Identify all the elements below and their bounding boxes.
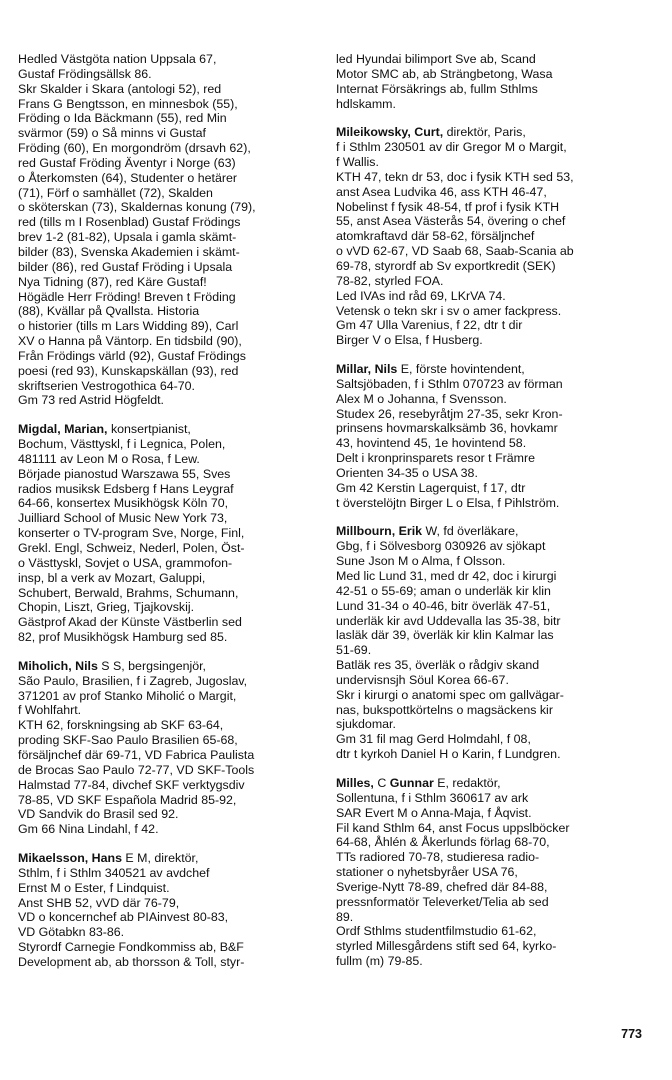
entry-text: Nobelinst f fysik 48-54, tf prof i fysik KTH (336, 199, 560, 214)
entry-text: anst Asea Ludvika 46, ass KTH 46-47, (336, 184, 547, 199)
entry-text: styrled Millesgårdens stift sed 64, kyrko- (336, 939, 557, 954)
text-line (336, 200, 648, 215)
entry-text: Vetensk o tekn skr i sv o amer fackpress. (336, 303, 562, 318)
text-line (18, 186, 318, 201)
text-line (18, 851, 318, 866)
text-line (336, 289, 648, 304)
text-line (18, 304, 318, 319)
entry-text: Motor SMC ab, ab Strängbetong, Wasa (336, 66, 553, 81)
text-line (18, 364, 318, 379)
text-line (336, 140, 648, 155)
text-line (336, 954, 648, 969)
entry-text: bilder (86), red Gustaf Fröding i Upsala (18, 259, 233, 274)
entry-text: VD Götabkn 83-86. (18, 925, 125, 940)
text-line (336, 835, 648, 850)
text-line (336, 451, 648, 466)
left-column (18, 52, 318, 984)
text-line (18, 556, 318, 571)
entry-text: Sune Json M o Alma, f Olsson. (336, 554, 506, 569)
text-line (336, 717, 648, 732)
entry-text: 55, anst Asea Västerås 54, övering o chef (336, 214, 566, 229)
entry-text: Styrordf Carnegie Fondkommiss ab, B&F (18, 940, 244, 955)
entry-text: Gm 47 Ulla Varenius, f 22, dtr t dir (336, 318, 523, 333)
entry-text: Ernst M o Ester, f Lindquist. (18, 880, 170, 895)
entry-text: Nya Tidning (87), red Käre Gustaf! (18, 274, 207, 289)
text-line (336, 436, 648, 451)
text-line (18, 215, 318, 230)
entry-text: pressnformatör Televerket/Telia ab sed (336, 894, 549, 909)
text-line (18, 393, 318, 408)
text-line (18, 718, 318, 733)
entry-text: f Wohlfahrt. (18, 703, 82, 718)
text-line (336, 97, 648, 112)
entry-text: 64-66, konsertex Musikhögsk Köln 70, (18, 496, 229, 511)
entry-text: Gästprof Akad der Künste Västberlin sed (18, 615, 242, 630)
text-line (336, 688, 648, 703)
text-line (18, 748, 318, 763)
text-line (336, 244, 648, 259)
entry-millar (336, 362, 648, 510)
entry-text: E M, direktör, (121, 851, 199, 866)
entry-text: försäljnchef där 69-71, VD Fabrica Paulista (18, 747, 255, 762)
entry-text: o Återkomsten (64), Studenter o hetärer (18, 170, 238, 185)
entry-text: 78-85, VD SKF Española Madrid 85-92, (18, 792, 237, 807)
entry-text: 78-82, styrled FOA. (336, 273, 444, 288)
entry-text: fullm (m) 79-85. (336, 954, 423, 969)
text-line (18, 349, 318, 364)
text-line (336, 880, 648, 895)
entry-text: E, förste hovintendent, (397, 362, 525, 377)
text-line (18, 260, 318, 275)
text-line (18, 793, 318, 808)
text-line (18, 437, 318, 452)
text-line (336, 125, 648, 140)
entry-text: nas, bukspottkörtelns o magsäckens kir (336, 702, 553, 717)
text-line (18, 822, 318, 837)
entry-text: insp, bl a verk av Mozart, Galuppi, (18, 570, 206, 585)
entry-text: konserter o TV-program Sve, Norge, Finl, (18, 526, 245, 541)
text-line (18, 200, 318, 215)
entry-text: Anst SHB 52, vVD där 76-79, (18, 895, 180, 910)
text-line (336, 732, 648, 747)
entry-text: São Paulo, Brasilien, f i Zagreb, Jugoslav, (18, 673, 248, 688)
entry-text: 42-51 o 55-69; aman o underläk kir klin (336, 583, 551, 598)
entry-text: Studex 26, resebyråtjm 27-35, sekr Kron- (336, 406, 563, 421)
text-line (336, 333, 648, 348)
entry-hedled-continuation (18, 52, 318, 408)
text-line (18, 541, 318, 556)
entry-name: Miholich, Nils (18, 658, 98, 673)
entry-text: Delt i kronprinsparets resor t Främre (336, 451, 535, 466)
entry-text: hdlskamm. (336, 96, 396, 111)
entry-text: VD o koncernchef ab PIAinvest 80-83, (18, 910, 229, 925)
entry-text: S S, bergsingenjör, (97, 658, 206, 673)
text-line (18, 52, 318, 67)
text-line (336, 155, 648, 170)
text-line (336, 274, 648, 289)
text-line (336, 539, 648, 554)
entry-text: o vVD 62-67, VD Saab 68, Saab-Scania ab (336, 244, 574, 259)
text-line (18, 615, 318, 630)
entry-text: Saltsjöbaden, f i Sthlm 070723 av förman (336, 376, 563, 391)
entry-text: Fröding (60), En morgondröm (drsavh 62), (18, 141, 251, 156)
entry-text: Grekl. Engl, Schweiz, Nederl, Polen, Öst- (18, 541, 245, 555)
entry-text: SAR Evert M o Anna-Maja, f Åqvist. (336, 805, 532, 820)
entry-name: Gunnar (389, 775, 434, 790)
entry-milles (336, 776, 648, 969)
entry-text: red Gustaf Fröding Äventyr i Norge (63) (18, 155, 236, 170)
text-line (18, 467, 318, 482)
text-line (336, 318, 648, 333)
text-line (336, 791, 648, 806)
entry-text: TTs radiored 70-78, studieresa radio- (336, 850, 540, 865)
entry-text: lasläk där 39, överläk kir klin Kalmar las (336, 628, 554, 643)
text-line (336, 496, 648, 511)
text-line (18, 82, 318, 97)
text-line (336, 628, 648, 643)
entry-text: o sköterskan (73), Skaldernas konung (79), (18, 200, 256, 215)
entry-migdal (18, 422, 318, 645)
text-line (18, 171, 318, 186)
text-line (18, 482, 318, 497)
text-line (18, 925, 318, 940)
entry-text: Högädle Herr Fröding! Breven t Fröding (18, 289, 236, 304)
text-line (336, 304, 648, 319)
entry-text: Led IVAs ind råd 69, LKrVA 74. (336, 288, 506, 303)
entry-text: Development ab, ab thorsson & Toll, styr- (18, 954, 245, 969)
entry-text: E, redaktör, (433, 775, 501, 790)
text-line (18, 630, 318, 645)
entry-text: 371201 av prof Stanko Miholić o Margit, (18, 688, 237, 703)
entry-millbourn (336, 524, 648, 762)
entry-text: 481111 av Leon M o Rosa, f Lew. (18, 451, 200, 466)
entry-text: brev 1-2 (81-82), Upsala i gamla skämt- (18, 230, 237, 245)
text-line (336, 584, 648, 599)
entry-text: f i Sthlm 230501 av dir Gregor M o Margit, (336, 140, 567, 155)
entry-text: Alex M o Johanna, f Svensson. (336, 391, 507, 406)
text-line (336, 658, 648, 673)
entry-text: proding SKF-Sao Paulo Brasilien 65-68, (18, 733, 238, 748)
entry-mileikowsky (336, 125, 648, 348)
entry-text: dtr t kyrkoh Daniel H o Karin, f Lundgren. (336, 747, 561, 762)
entry-text: (71), Förf o samhället (72), Skalden (18, 185, 213, 200)
entry-text: KTH 47, tekn dr 53, doc i fysik KTH sed 53, (336, 169, 574, 184)
text-line (18, 422, 318, 437)
entry-name: Mikaelsson, Hans (18, 851, 122, 866)
entry-text: 89. (336, 909, 354, 924)
entry-text: Frans G Bengtsson, en minnesbok (55), (18, 96, 238, 111)
entry-text: bilder (83), Svenska Akademien i skämt- (18, 244, 240, 259)
text-line (18, 807, 318, 822)
text-line (18, 896, 318, 911)
entry-text: radios musiksk Edsberg f Hans Leygraf (18, 481, 234, 496)
text-line (336, 259, 648, 274)
text-line (336, 554, 648, 569)
entry-text: Gbg, f i Sölvesborg 030926 av sjökapt (336, 539, 546, 554)
entry-text: Skr Skalder i Skara (antologi 52), red (18, 81, 222, 96)
text-line (18, 97, 318, 112)
text-line (336, 524, 648, 539)
text-line (336, 52, 648, 67)
text-line (18, 910, 318, 925)
text-line (18, 674, 318, 689)
entry-text: svärmor (59) o Så minns vi Gustaf (18, 126, 206, 141)
entry-text: Batläk res 35, överläk o rådgiv skand (336, 658, 540, 673)
entry-text: Gm 66 Nina Lindahl, f 42. (18, 822, 159, 837)
entry-text: sjukdomar. (336, 717, 396, 732)
entry-text: Sthlm, f i Sthlm 340521 av avdchef (18, 865, 210, 880)
text-line (336, 170, 648, 185)
entry-text: Gustaf Frödingsällsk 86. (18, 66, 152, 81)
text-line (336, 939, 648, 954)
text-line (18, 245, 318, 260)
entry-text: Fil kand Sthlm 64, anst Focus uppslböcker (336, 820, 570, 835)
entry-text: led Hyundai bilimport Sve ab, Scand (336, 52, 536, 66)
text-line (18, 600, 318, 615)
text-line (18, 763, 318, 778)
entry-text: Gm 73 red Astrid Högfeldt. (18, 393, 165, 408)
entry-text: 82, prof Musikhögsk Hamburg sed 85. (18, 630, 228, 645)
page-number: 773 (621, 1027, 642, 1041)
text-line (336, 214, 648, 229)
text-line (18, 526, 318, 541)
text-line (336, 185, 648, 200)
entry-text: Hedled Västgöta nation Uppsala 67, (18, 52, 217, 66)
text-line (336, 481, 648, 496)
entry-text: Sollentuna, f i Sthlm 360617 av ark (336, 790, 529, 805)
entry-text: Fröding o Ida Bäckmann (55), red Min (18, 111, 227, 126)
entry-text: Från Frödings värld (92), Gustaf Frödings (18, 348, 246, 363)
text-line (336, 392, 648, 407)
entry-text: Ordf Sthlms studentfilmstudio 61-62, (336, 924, 537, 939)
entry-text: C (373, 775, 390, 790)
entry-text: o historier (tills m Lars Widding 89), Carl (18, 319, 239, 334)
entry-text: W, fd överläkare, (422, 524, 519, 539)
entry-text: 69-78, styrordf ab Sv exportkredit (SEK) (336, 258, 556, 273)
entry-text: f Wallis. (336, 155, 379, 170)
text-line (336, 865, 648, 880)
text-line (336, 377, 648, 392)
text-line (336, 850, 648, 865)
text-line (336, 421, 648, 436)
entry-text: undervisnsjh Söul Korea 66-67. (336, 672, 509, 687)
text-line (18, 67, 318, 82)
text-line (18, 955, 318, 970)
text-line (18, 275, 318, 290)
right-column (336, 52, 648, 983)
text-line (18, 379, 318, 394)
text-line (18, 571, 318, 586)
text-line (18, 452, 318, 467)
entry-name: Millar, Nils (336, 362, 398, 377)
text-line (336, 910, 648, 925)
entry-text: Orienten 34-35 o USA 38. (336, 465, 478, 480)
entry-text: o Västtyskl, Sovjet o USA, grammofon- (18, 555, 233, 570)
text-line (18, 230, 318, 245)
entry-name: Millbourn, Erik (336, 524, 423, 539)
entry-name: Milles, (336, 775, 374, 790)
text-line (336, 821, 648, 836)
entry-text: atomkraftavd där 58-62, försäljnchef (336, 229, 535, 244)
entry-text: 51-69. (336, 643, 372, 658)
text-line (336, 614, 648, 629)
entry-text: Chopin, Liszt, Grieg, Tjajkovskij. (18, 600, 195, 615)
entry-text: Lund 31-34 o 40-46, bitr överläk 47-51, (336, 598, 551, 613)
text-line (18, 496, 318, 511)
entry-name: Mileikowsky, Curt, (336, 125, 444, 140)
text-line (18, 141, 318, 156)
text-line (18, 940, 318, 955)
entry-name: Migdal, Marian, (18, 422, 108, 437)
entry-text: Sverige-Nytt 78-89, chefred där 84-88, (336, 879, 548, 894)
entry-text: Internat Försäkrings ab, fullm Sthlms (336, 81, 538, 96)
text-line (18, 659, 318, 674)
entry-text: poesi (red 93), Kunskapskällan (93), red (18, 363, 239, 378)
entry-text: Med lic Lund 31, med dr 42, doc i kirurgi (336, 569, 557, 583)
text-line (336, 806, 648, 821)
text-line (336, 229, 648, 244)
entry-text: Juilliard School of Music New York 73, (18, 511, 228, 526)
entry-text: Bochum, Västtyskl, f i Legnica, Polen, (18, 437, 226, 452)
entry-text: t överstelöjtn Birger L o Elsa, f Pihlström. (336, 495, 560, 510)
text-line (336, 362, 648, 377)
text-line (336, 67, 648, 82)
text-line (18, 319, 318, 334)
text-line (336, 82, 648, 97)
entry-text: (88), Kvällar på Qvallsta. Historia (18, 304, 200, 319)
text-line (18, 126, 318, 141)
text-line (18, 866, 318, 881)
entry-text: de Brocas Sao Paulo 72-77, VD SKF-Tools (18, 762, 255, 777)
text-line (336, 703, 648, 718)
text-line (336, 895, 648, 910)
text-line (336, 776, 648, 791)
entry-text: Skr i kirurgi o anatomi spec om gallvägar- (336, 687, 564, 702)
entry-text: 64-68, Åhlén & Åkerlunds förlag 68-70, (336, 835, 550, 850)
entry-text: prinsens hovmarskalksämb 36, hovkamr (336, 421, 558, 436)
text-line (18, 334, 318, 349)
text-line (336, 747, 648, 762)
entry-text: Birger V o Elsa, f Husberg. (336, 333, 483, 348)
text-line (336, 599, 648, 614)
entry-text: Schubert, Berwald, Brahms, Schumann, (18, 585, 239, 600)
text-line (18, 290, 318, 305)
text-line (18, 778, 318, 793)
text-line (18, 703, 318, 718)
text-line (18, 733, 318, 748)
entry-mikaelsson-continuation (336, 52, 648, 111)
entry-text: red (tills m I Rosenblad) Gustaf Frödings (18, 215, 241, 230)
text-line (336, 569, 648, 584)
text-line (18, 156, 318, 171)
entry-text: VD Sandvik do Brasil sed 92. (18, 807, 179, 822)
text-line (18, 881, 318, 896)
entry-text: Gm 42 Kerstin Lagerquist, f 17, dtr (336, 480, 526, 495)
text-line (18, 586, 318, 601)
entry-text: konsertpianist, (107, 422, 191, 437)
text-line (336, 924, 648, 939)
entry-text: Började pianostud Warszawa 55, Sves (18, 466, 231, 481)
entry-text: XV o Hanna på Väntorp. En tidsbild (90), (18, 334, 242, 349)
entry-text: KTH 62, forskningsing ab SKF 63-64, (18, 718, 224, 733)
entry-text: 43, hovintend 45, 1e hovintend 58. (336, 436, 527, 451)
text-line (336, 407, 648, 422)
text-line (336, 673, 648, 688)
entry-text: stationer o nyhetsbyråer USA 76, (336, 865, 518, 880)
entry-text: Gm 31 fil mag Gerd Holmdahl, f 08, (336, 732, 531, 747)
text-line (18, 689, 318, 704)
text-line (336, 466, 648, 481)
text-line (18, 111, 318, 126)
entry-miholich (18, 659, 318, 837)
entry-mikaelsson (18, 851, 318, 970)
entry-text: underläk kir avd Uddevalla las 35-38, bitr (336, 613, 561, 628)
entry-text: skriftserien Vestrogothica 64-70. (18, 378, 196, 393)
entry-text: direktör, Paris, (443, 125, 526, 140)
entry-text: Halmstad 77-84, divchef SKF verktygsdiv (18, 777, 245, 792)
text-line (336, 643, 648, 658)
text-line (18, 511, 318, 526)
